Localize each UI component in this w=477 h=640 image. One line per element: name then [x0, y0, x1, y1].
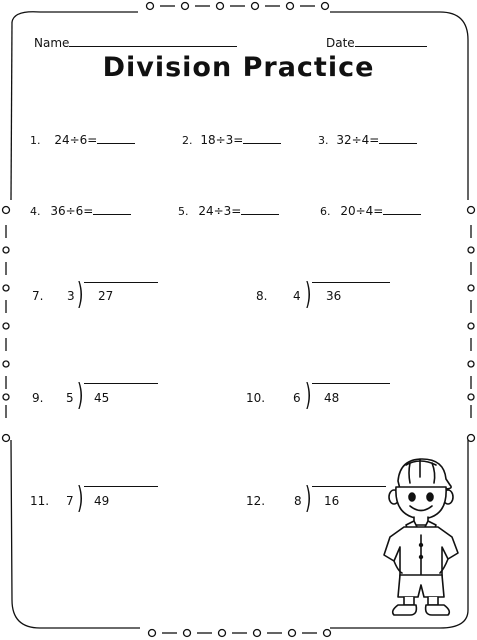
dividend: 48 — [324, 391, 340, 405]
problem-expression: 24÷6= — [54, 133, 98, 147]
problem-expression: 36÷6= — [50, 204, 94, 218]
divisor: 5 — [66, 391, 74, 405]
date-field[interactable] — [326, 36, 427, 50]
name-blank[interactable] — [69, 36, 237, 47]
dividend: 45 — [94, 391, 110, 405]
problem-number: 7. — [32, 289, 44, 303]
problem-number: 10. — [246, 391, 266, 405]
problem-number: 6. — [320, 205, 331, 218]
date-blank[interactable] — [355, 36, 427, 47]
answer-blank[interactable] — [243, 133, 281, 144]
problem-2 — [182, 133, 281, 148]
name-field[interactable] — [34, 36, 237, 50]
problem-number: 3. — [318, 134, 329, 147]
boy-with-cap-clipart — [380, 455, 462, 620]
answer-blank[interactable] — [241, 204, 279, 215]
problem-expression: 20÷4= — [340, 204, 384, 218]
problem-5 — [178, 204, 279, 219]
problem-number: 9. — [32, 391, 44, 405]
divisor: 3 — [67, 289, 75, 303]
dividend: 36 — [326, 289, 342, 303]
problem-expression: 18÷3= — [200, 133, 244, 147]
problem-number: 1. — [30, 134, 41, 147]
answer-blank[interactable] — [379, 133, 417, 144]
answer-blank[interactable] — [93, 204, 131, 215]
divisor: 8 — [294, 494, 302, 508]
name-label: Name — [34, 36, 70, 50]
dividend: 27 — [98, 289, 114, 303]
problem-1 — [30, 133, 135, 148]
page-title: Division Practice — [102, 52, 375, 83]
worksheet-page: Name Date Division Practice 1. 24÷6= 2. 18÷3= 3. 32÷4= 4. 36÷6= 5. 24÷3= 6. 20÷4= 7. 3 ) 27 8. 4 ) 36 9. 5 ) 45 10. 6 ) 48 11. 7 ) 49 12. 8 ) 16 — [0, 0, 477, 640]
problem-number: 8. — [256, 289, 268, 303]
divisor: 4 — [293, 289, 301, 303]
problem-number: 5. — [178, 205, 189, 218]
problem-number: 11. — [30, 494, 50, 508]
date-label: Date — [326, 36, 355, 50]
answer-blank[interactable] — [383, 204, 421, 215]
divisor: 6 — [293, 391, 301, 405]
problem-number: 12. — [246, 494, 266, 508]
problem-number: 4. — [30, 205, 41, 218]
divisor: 7 — [66, 494, 74, 508]
problem-expression: 32÷4= — [336, 133, 380, 147]
answer-blank[interactable] — [97, 133, 135, 144]
problem-number: 2. — [182, 134, 193, 147]
problem-6 — [320, 204, 421, 219]
problem-4 — [30, 204, 131, 219]
problem-3 — [318, 133, 417, 148]
problem-expression: 24÷3= — [198, 204, 242, 218]
dividend: 16 — [324, 494, 340, 508]
dividend: 49 — [94, 494, 110, 508]
